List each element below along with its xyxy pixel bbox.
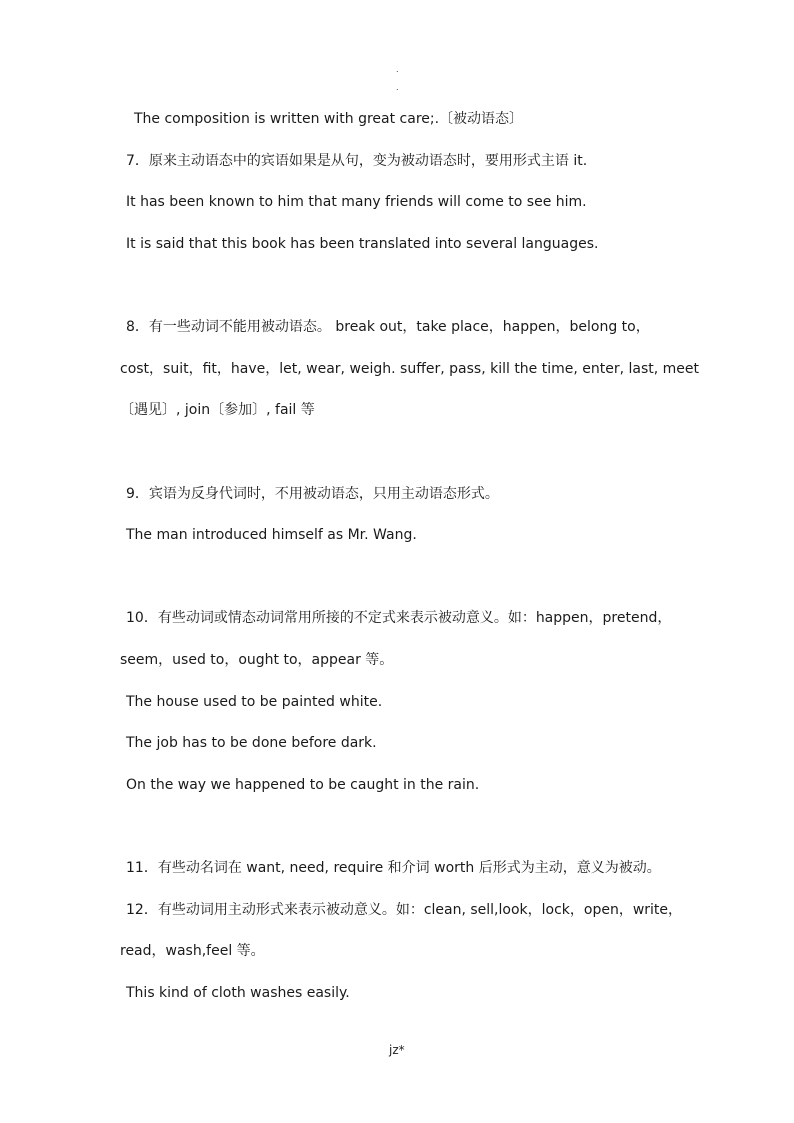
rule-8-heading: 8．有一些动词不能用被动语态。 break out，take place，happen，belong to， [126, 319, 650, 335]
rule-10-continuation: seem，used to，ought to，appear 等。 [120, 652, 394, 668]
rule-10-heading: 10．有些动词或情态动词常用所接的不定式来表示被动意义。如：happen，pretend， [126, 610, 672, 626]
rule-8-continuation-2: 〔遇见〕, join〔参加〕, fail 等 [120, 402, 315, 418]
rule-9-example: The man introduced himself as Mr. Wang. [126, 527, 417, 543]
rule-7-example-2: It is said that this book has been translated into several languages. [126, 236, 599, 252]
rule-10-example-2: The job has to be done before dark. [126, 735, 377, 751]
rule-12-example: This kind of cloth washes easily. [126, 985, 350, 1001]
rule-12-heading: 12．有些动词用主动形式来表示被动意义。如：clean, sell,look，lock，open，write， [126, 902, 683, 918]
rule-9-heading: 9．宾语为反身代词时，不用被动语态，只用主动语态形式。 [126, 486, 499, 502]
rule-10-example-1: The house used to be painted white. [126, 694, 383, 710]
header-mark-top: . [396, 65, 399, 74]
rule-7-heading: 7．原来主动语态中的宾语如果是从句，变为被动语态时，要用形式主语 it. [126, 153, 588, 169]
rule-10-example-3: On the way we happened to be caught in the rain. [126, 777, 480, 793]
rule-7-example-1: It has been known to him that many friends will come to see him. [126, 194, 587, 210]
example-sentence-passive: The composition is written with great care;.〔被动语态〕 [134, 111, 524, 127]
rule-11-heading: 11．有些动名词在 want, need, require 和介词 worth 后形式为主动，意义为被动。 [126, 860, 661, 876]
rule-8-continuation-1: cost，suit，fit，have，let, wear, weigh. suffer, pass, kill the time, enter, last, meet [120, 361, 700, 377]
page-footer-mark: jz* [389, 1043, 405, 1057]
header-mark-bottom: . [396, 83, 399, 92]
rule-12-continuation: read，wash,feel 等。 [120, 943, 265, 959]
